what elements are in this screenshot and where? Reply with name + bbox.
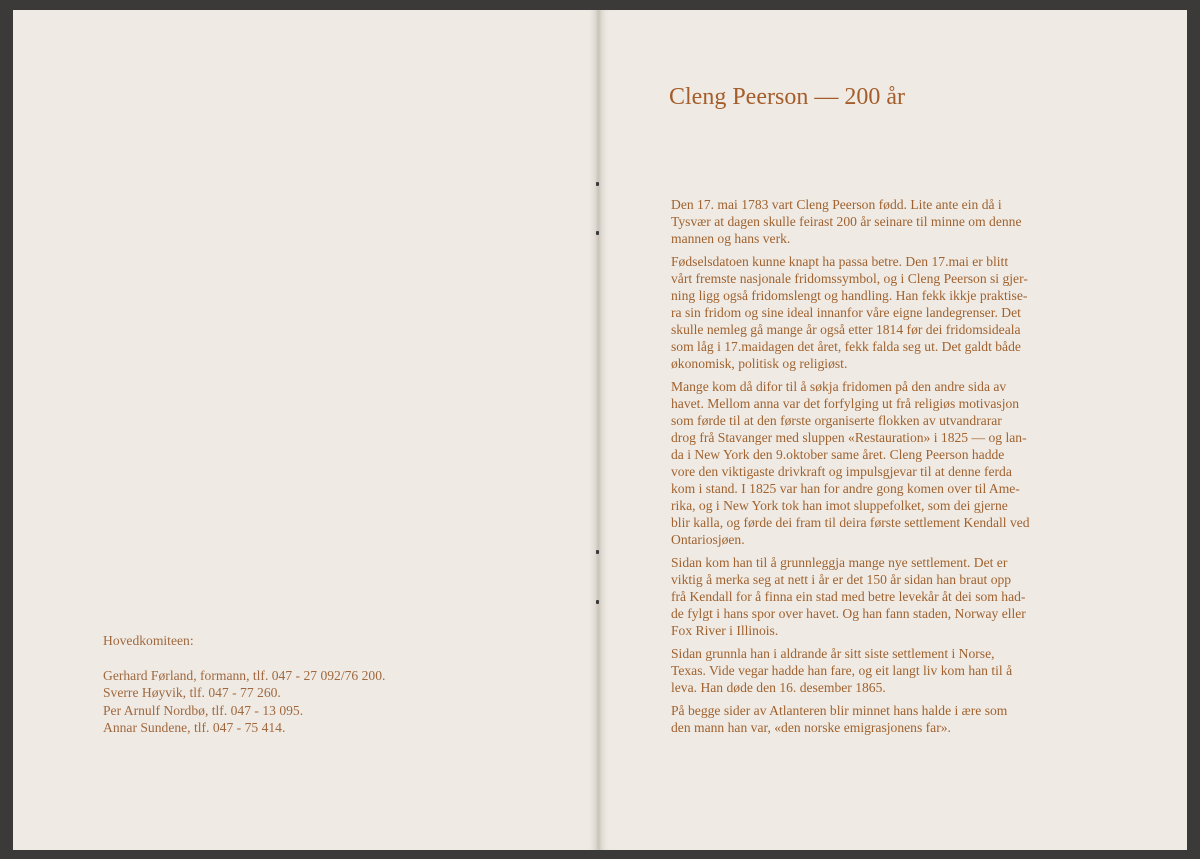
text-line: ning ligg også fridomslengt og handling. Han fekk ikkje praktise- xyxy=(671,288,1028,303)
text-line: de fylgt i hans spor over havet. Og han fann staden, Norway eller xyxy=(671,606,1026,621)
committee-block xyxy=(103,632,385,737)
left-page xyxy=(13,10,596,850)
text-line: ra sin fridom og sine ideal innanfor våre eigne landegrenser. Det xyxy=(671,305,1021,320)
text-line: som førde til at den første organiserte flokken av utvandrarar xyxy=(671,413,1002,428)
text-line: Tysvær at dagen skulle feirast 200 år seinare til minne om denne xyxy=(671,214,1022,229)
text-line: mannen og hans verk. xyxy=(671,231,791,246)
text-line: Fox River i Illinois. xyxy=(671,623,779,638)
text-line: økonomisk, politisk og religiøst. xyxy=(671,356,848,371)
staple-mark xyxy=(596,182,599,186)
text-line: Sidan kom han til å grunnleggja mange nye settlement. Det er xyxy=(671,555,1008,570)
text-line: leva. Han døde den 16. desember 1865. xyxy=(671,680,886,695)
paragraph xyxy=(671,196,1083,247)
text-line: Texas. Vide vegar hadde han fare, og eit langt liv kom han til å xyxy=(671,663,1013,678)
committee-member: Annar Sundene, tlf. 047 - 75 414. xyxy=(103,720,286,735)
text-line: kom i stand. I 1825 var han for andre gong komen over til Ame- xyxy=(671,481,1020,496)
text-line: skulle nemleg gå mange år også etter 1814 før dei fridomsideala xyxy=(671,322,1021,337)
text-line: Fødselsdatoen kunne knapt ha passa betre. Den 17.mai er blitt xyxy=(671,254,1009,269)
paragraph xyxy=(671,702,1083,736)
text-line: drog frå Stavanger med sluppen «Restauration» i 1825 — og lan- xyxy=(671,430,1027,445)
text-line: blir kalla, og førde dei fram til deira første settlement Kendall ved xyxy=(671,515,1030,530)
text-line: den mann han var, «den norske emigrasjonens far». xyxy=(671,720,951,735)
text-line: vore den viktigaste drivkraft og impulsgjevar til at denne ferda xyxy=(671,464,1012,479)
paragraph xyxy=(671,378,1083,548)
committee-member: Sverre Høyvik, tlf. 047 - 77 260. xyxy=(103,685,281,700)
text-line: Ontariosjøen. xyxy=(671,532,745,547)
paragraph xyxy=(671,645,1083,696)
text-line: På begge sider av Atlanteren blir minnet hans halde i ære som xyxy=(671,703,1008,718)
text-line: rika, og i New York tok han imot sluppefolket, som dei gjerne xyxy=(671,498,1008,513)
committee-heading: Hovedkomiteen: xyxy=(103,633,194,648)
text-line: havet. Mellom anna var det forfylging ut frå religiøs motivasjon xyxy=(671,396,1020,411)
text-line: viktig å merka seg at nett i år er det 150 år sidan han braut opp xyxy=(671,572,1012,587)
staple-mark xyxy=(596,550,599,554)
paragraph xyxy=(671,554,1083,639)
page-title: Cleng Peerson — 200 år xyxy=(669,84,905,110)
article-body xyxy=(671,196,1083,742)
committee-member: Gerhard Førland, formann, tlf. 047 - 27 092/76 200. xyxy=(103,667,386,683)
text-line: som låg i 17.maidagen det året, fekk falda seg ut. Det galdt både xyxy=(671,339,1021,354)
right-page xyxy=(601,10,1187,850)
paragraph xyxy=(671,253,1083,372)
text-line: frå Kendall for å finna ein stad med betre levekår åt dei som had- xyxy=(671,589,1026,604)
text-line: da i New York den 9.oktober same året. Cleng Peerson hadde xyxy=(671,447,1005,462)
text-line: Mange kom då difor til å søkja fridomen på den andre sida av xyxy=(671,379,1007,394)
committee-member: Per Arnulf Nordbø, tlf. 047 - 13 095. xyxy=(103,702,304,718)
text-line: Den 17. mai 1783 vart Cleng Peerson fødd. Lite ante ein då i xyxy=(671,197,1002,212)
text-line: Sidan grunnla han i aldrande år sitt siste settlement i Norse, xyxy=(671,646,995,661)
text-line: vårt fremste nasjonale fridomssymbol, og i Cleng Peerson si gjer- xyxy=(671,271,1028,286)
staple-mark xyxy=(596,600,599,604)
staple-mark xyxy=(596,231,599,235)
